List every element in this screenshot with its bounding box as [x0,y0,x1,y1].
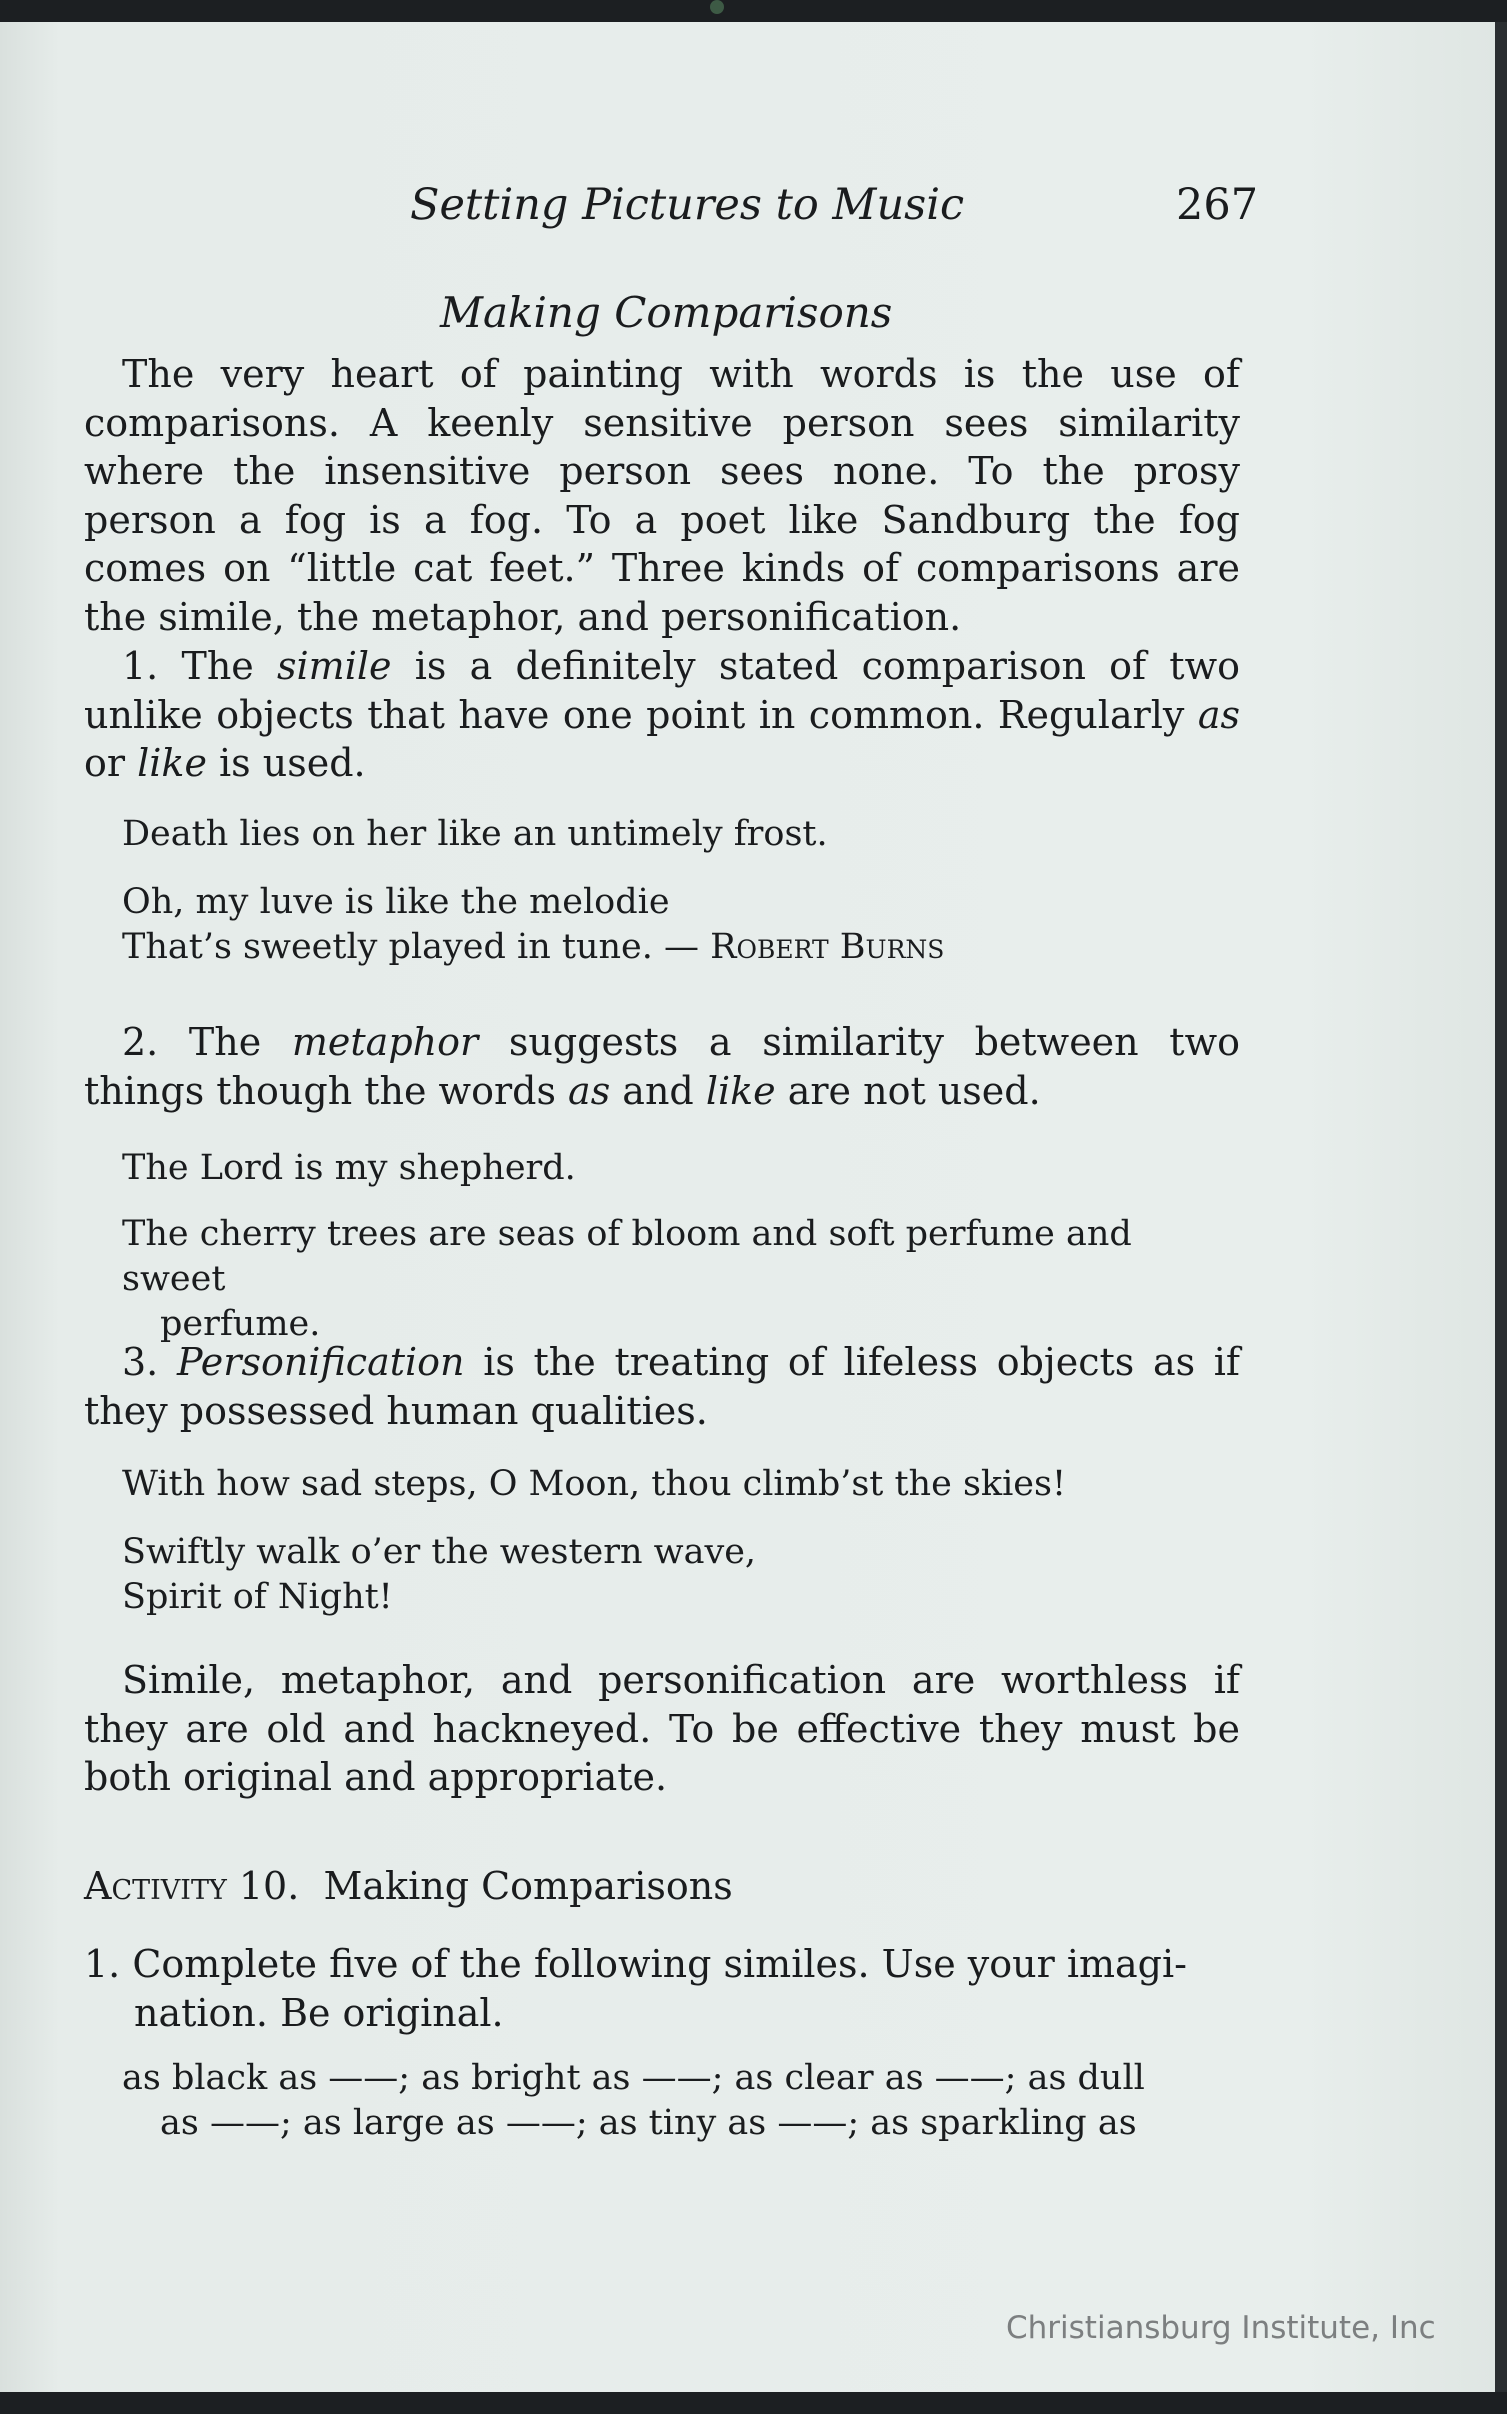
personification-example-2 [122,1530,1242,1620]
activity-item-1-line-2: nation. Be original. [134,1990,504,2035]
personification-definition [84,1338,1240,1435]
intro-paragraph [84,350,1240,641]
section-title: Making Comparisons [440,288,893,337]
metaphor-definition [84,1018,1240,1115]
metaphor-as: as [568,1068,611,1113]
book-page [0,22,1495,2392]
metaphor-number: 2. The [122,1020,292,1064]
metaphor-example-2 [122,1212,1242,1347]
metaphor-example-2-line-2: perfume. [160,1304,321,1344]
watermark-text: Christiansburg Institute, Inc [1006,2310,1436,2346]
simile-example-2 [122,880,1242,970]
simile-example-2-line-1: Oh, my luve is like the melodie [122,882,670,922]
page-speck [710,0,724,14]
metaphor-like: like [705,1068,776,1113]
metaphor-example-1: The Lord is my shepherd. [122,1148,576,1188]
simile-text-c: is used. [206,741,366,785]
activity-heading [84,1864,733,1908]
metaphor-example-2-line-1: The cherry trees are seas of bloom and soft perfume and sweet [122,1214,1132,1299]
personification-number: 3. [122,1340,177,1384]
conclusion-text: Simile, metaphor, and personification are worthless if they are old and hackneyed. To be effective they must be both original and appropriate. [84,1658,1240,1799]
simile-definition [84,642,1240,788]
personification-term: Personification [176,1340,465,1384]
personification-example-2-line-2: Spirit of Night! [122,1577,393,1617]
simile-text-a: is a definitely stated comparison of two unlike objects that have one point in common. Regularly [84,644,1240,737]
personification-text-a: is the treating of lifeless objects as if they possessed human qualities. [84,1340,1240,1433]
simile-term: simile [277,644,392,688]
intro-text: The very heart of painting with words is the use of comparisons. A keenly sensitive person sees similarity where the insensitive person sees none. To the prosy person a fog is a fog. To a poet like Sandburg the fog comes on “little cat feet.” Three kinds of comparisons are the simile, the metaphor, and personification. [84,352,1240,639]
personification-example-1: With how sad steps, O Moon, thou climb’st the skies! [122,1464,1067,1504]
simile-example-2-line-2: That’s sweetly played in tune. — [122,927,711,967]
conclusion-paragraph [84,1656,1240,1802]
activity-number: 10. [238,1864,300,1908]
simile-example-2-author: Robert Burns [710,927,945,967]
activity-item-1-line-1: 1. Complete five of the following similes. Use your imagi- [84,1942,1187,1986]
page-number: 267 [1176,180,1259,230]
simile-exercise-line-2: as ——; as large as ——; as tiny as ——; as sparkling as [160,2103,1137,2143]
simile-text-b: or [84,741,138,785]
page-edge [1495,22,1507,2392]
activity-item-1 [84,1940,1240,2037]
simile-number: 1. The [122,644,278,688]
metaphor-text-b: and [610,1068,706,1113]
activity-title: Making Comparisons [323,1864,733,1908]
personification-example-2-line-1: Swiftly walk o’er the western wave, [122,1532,757,1572]
simile-as: as [1197,692,1240,737]
simile-exercise [122,2056,1242,2146]
metaphor-text-c: are not used. [775,1068,1041,1113]
simile-like: like [137,741,207,785]
activity-label: Activity [84,1864,227,1908]
metaphor-text-a: suggests a similarity between two things though the words [84,1020,1240,1113]
simile-exercise-line-1: as black as ——; as bright as ——; as clear as ——; as dull [122,2058,1145,2098]
metaphor-term: metaphor [291,1020,479,1064]
running-head: Setting Pictures to Music [410,180,965,230]
simile-example-1: Death lies on her like an untimely frost. [122,814,828,854]
